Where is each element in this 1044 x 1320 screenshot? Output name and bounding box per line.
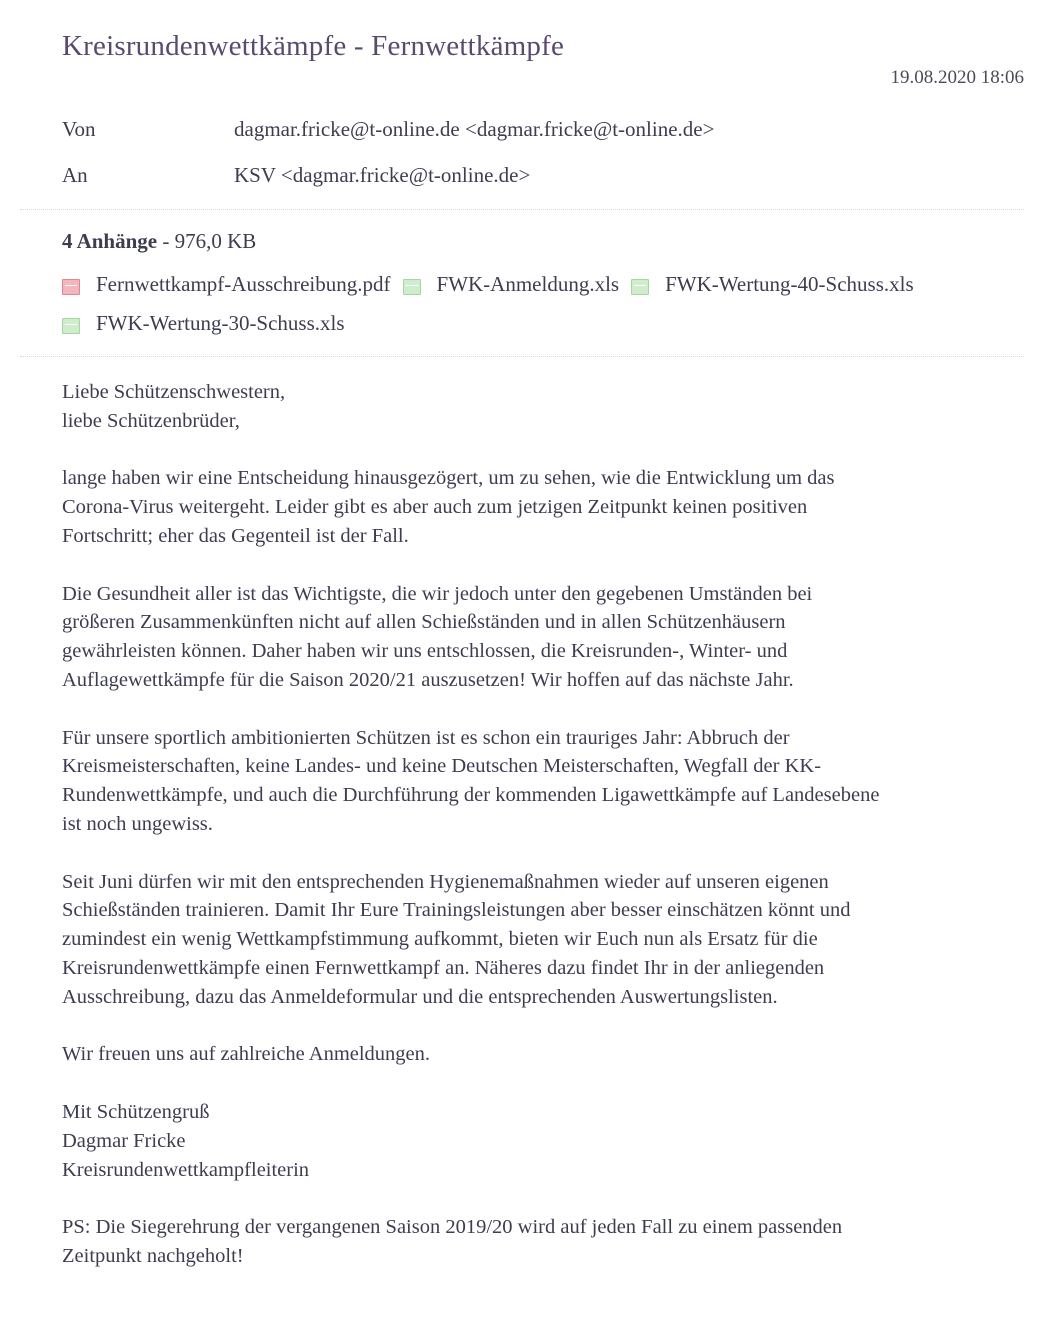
body-paragraph: Wir freuen uns auf zahlreiche Anmeldungen. xyxy=(62,1043,431,1066)
email-subject: Kreisrundenwettkämpfe - Fernwettkämpfe xyxy=(62,30,565,62)
attachment-wertung-40-xls[interactable] xyxy=(631,272,914,297)
body-paragraph: Seit Juni dürfen wir mit den entsprechenden Hygienemaßnahmen wieder auf unseren eigenen Schießständen trainieren. Damit Ihr Eure Trainingsleistungen aber besser einschätzen könnt und zumindest ein wenig Wettkampfstimmung aufkommt, bieten wir Euch nun als Ersatz für die Kreisrundenwettkämpfe einen Fernwettkampf an. Näheres dazu findet Ihr in der anliegenden Ausschreibung, dazu das Anmeldeformular und die entsprechenden Auswertungslisten. xyxy=(62,870,851,1008)
pdf-file-icon xyxy=(62,279,80,295)
attachment-wertung-30-xls[interactable] xyxy=(62,311,345,336)
header-separator xyxy=(20,209,1024,210)
body-paragraph: Die Gesundheit aller ist das Wichtigste, die wir jedoch unter den gegebenen Umständen bei größeren Zusammenkünften nicht auf allen Schießständen und in allen Schützenhäusern gewährleisten können. Daher haben wir uns entschlossen, die Kreisrunden-, Winter- und Auflagewettkämpfe für die Saison 2020/21 auszusetzen! Wir hoffen auf das nächste Jahr. xyxy=(62,582,813,691)
attachments-summary xyxy=(62,229,256,254)
attachments-row-1 xyxy=(62,269,926,299)
attachment-anmeldung-xls[interactable] xyxy=(403,272,620,297)
xls-file-icon xyxy=(62,318,80,334)
xls-file-icon xyxy=(403,279,421,295)
attachment-name: FWK-Wertung-30-Schuss.xls xyxy=(96,310,345,335)
attachment-ausschreibung-pdf[interactable] xyxy=(62,272,391,297)
attachment-name: Fernwettkampf-Ausschreibung.pdf xyxy=(96,271,391,296)
email-body xyxy=(62,378,1027,1300)
attachment-name: FWK-Anmeldung.xls xyxy=(436,271,620,296)
from-value[interactable]: dagmar.fricke@t-online.de <dagmar.fricke@t-online.de> xyxy=(234,117,715,141)
body-postscript: PS: Die Siegerehrung der vergangenen Saison 2019/20 wird auf jeden Fall zu einem passenden Zeitpunkt nachgeholt! xyxy=(62,1216,843,1267)
xls-file-icon xyxy=(631,279,649,295)
attachments-count: 4 Anhänge xyxy=(62,229,158,253)
body-greeting: Liebe Schützenschwestern, liebe Schützenbrüder, xyxy=(62,381,286,432)
body-paragraph: lange haben wir eine Entscheidung hinausgezögert, um zu sehen, wie die Entwicklung um das Corona-Virus weitergeht. Leider gibt es aber auch zum jetzigen Zeitpunkt keinen positiven Fortschritt; eher das Gegenteil ist der Fall. xyxy=(62,467,835,547)
body-signature: Mit Schützengruß Dagmar Fricke Kreisrundenwettkampfleiterin xyxy=(62,1100,310,1181)
email-datetime: 19.08.2020 18:06 xyxy=(890,67,1024,88)
attachments-size: - 976,0 KB xyxy=(162,229,257,253)
attachment-name: FWK-Wertung-40-Schuss.xls xyxy=(665,271,914,296)
attachments-row-2 xyxy=(62,308,357,338)
to-label: An xyxy=(62,163,88,187)
to-value[interactable]: KSV <dagmar.fricke@t-online.de> xyxy=(234,163,531,187)
attachments-separator xyxy=(20,356,1024,357)
from-label: Von xyxy=(62,117,96,141)
body-paragraph: Für unsere sportlich ambitionierten Schützen ist es schon ein trauriges Jahr: Abbruch der Kreismeisterschaften, keine Landes- und keine Deutschen Meisterschaften, Wegfall der KK- Rundenwettkämpfe, und auch die Durchführung der kommenden Ligawettkämpfe auf Landesebene ist noch ungewiss. xyxy=(62,726,880,835)
